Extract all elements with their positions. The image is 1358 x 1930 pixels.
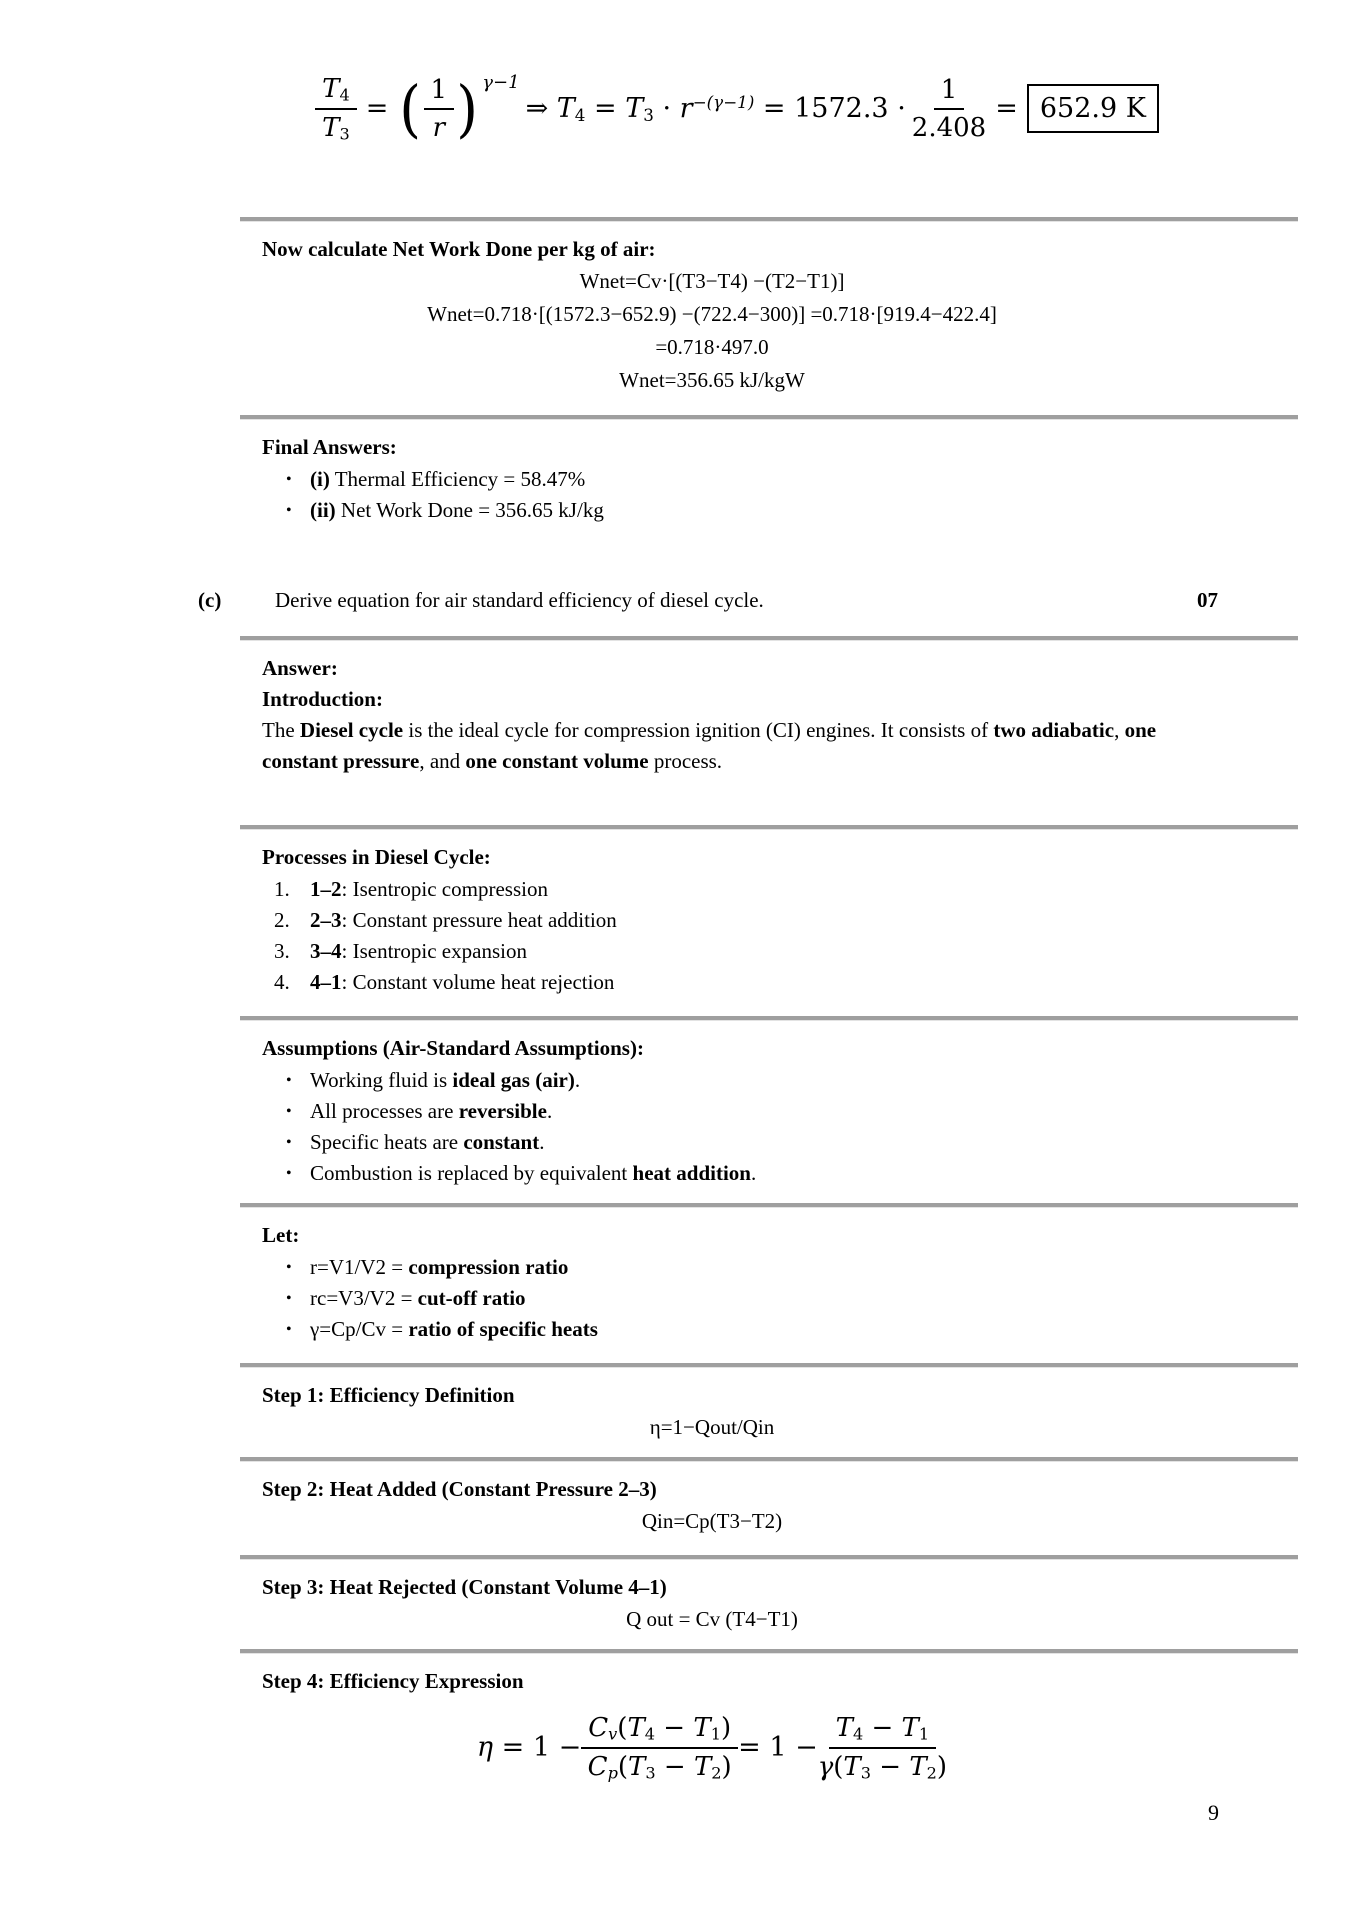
process-3-4: 3–4: Isentropic expansion <box>310 939 527 963</box>
bullet-icon: • <box>286 1072 292 1089</box>
processes-list <box>262 874 1298 998</box>
answer-label: Answer: <box>262 656 338 680</box>
step-2-equation: Qin=Cp(T3−T2) <box>641 1509 783 1533</box>
list-item <box>262 1158 1298 1189</box>
assumption-ideal-gas: Working fluid is ideal gas (air). <box>310 1068 581 1092</box>
let-list <box>262 1252 1298 1345</box>
list-number: 4. <box>274 970 290 994</box>
assumptions-title: Assumptions (Air-Standard Assumptions): <box>262 1036 644 1060</box>
fraction-denominator: γ(T3 − T2) <box>817 1751 948 1783</box>
process-1-2: 1–2: Isentropic compression <box>310 877 548 901</box>
efficiency-expression-equation <box>262 1713 1162 1782</box>
final-answer-i: (i) Thermal Efficiency = 58.47% <box>310 467 586 491</box>
list-item <box>262 1252 1298 1283</box>
assumptions-section <box>240 1021 1298 1203</box>
list-number: 2. <box>274 908 290 932</box>
process-2-3: 2–3: Constant pressure heat addition <box>310 908 617 932</box>
step-4-section <box>240 1654 1298 1930</box>
list-item <box>262 874 1298 905</box>
let-compression-ratio: r=V1/V2 = compression ratio <box>310 1255 569 1279</box>
question-c-label: (c) <box>198 588 222 612</box>
introduction-label: Introduction: <box>262 687 383 711</box>
list-item <box>262 1283 1298 1314</box>
step-1-title: Step 1: Efficiency Definition <box>262 1383 515 1407</box>
list-item <box>262 936 1298 967</box>
page-number: 9 <box>1208 1800 1219 1825</box>
step-2-section <box>240 1462 1298 1555</box>
let-title: Let: <box>262 1223 300 1247</box>
bullet-icon: • <box>286 1134 292 1151</box>
assumption-heat-addition: Combustion is replaced by equivalent heat addition. <box>310 1161 757 1185</box>
one-over-r-fraction <box>424 75 455 143</box>
fraction-numerator: 1 <box>934 75 965 110</box>
list-item <box>262 1127 1298 1158</box>
t4-equation-row: $\frac{T4}{T3}$ = ( $\frac{1}{r}$ ) γ−1 ⇒ $T4 = T3 \cdot r^{-(\gamma-1)} = 1572.3$ · $\frac{1}{2.408}$ = 652.9 K <box>262 74 1212 143</box>
bullet-icon: • <box>286 1259 292 1276</box>
content-column <box>198 0 1298 1930</box>
t4-temperature-equation <box>240 0 1298 217</box>
list-item <box>262 1096 1298 1127</box>
equals-sign: = <box>365 93 389 124</box>
list-number: 1. <box>274 877 290 901</box>
bullet-icon: • <box>286 1290 292 1307</box>
let-cutoff-ratio: rc=V3/V2 = cut-off ratio <box>310 1286 526 1310</box>
fraction-numerator: T4 <box>315 74 357 110</box>
net-work-title: Now calculate Net Work Done per kg of air: <box>262 237 656 261</box>
processes-section <box>240 830 1298 1016</box>
introduction-paragraph: The Diesel cycle is the ideal cycle for compression ignition (CI) engines. It consists of two adiabatic, one constant pressure, and one constant volume process. <box>262 718 1157 773</box>
final-answers-title: Final Answers: <box>262 435 397 459</box>
step-4-title: Step 4: Efficiency Expression <box>262 1669 524 1693</box>
step-2-title: Step 2: Heat Added (Constant Pressure 2–3) <box>262 1477 657 1501</box>
boxed-result-652-9K: 652.9 K <box>1027 84 1159 133</box>
step-3-section <box>240 1560 1298 1649</box>
equation-middle-run: = 1 − <box>738 1732 818 1764</box>
let-specific-heats-ratio: γ=Cp/Cv = ratio of specific heats <box>310 1317 598 1341</box>
fraction-numerator: T4 − T1 <box>829 1713 937 1749</box>
question-c-marks: 07 <box>1197 588 1218 612</box>
list-item <box>262 967 1298 998</box>
step-1-equation: η=1−Qout/Qin <box>649 1415 775 1439</box>
let-section <box>240 1208 1298 1363</box>
bullet-icon: • <box>286 471 292 488</box>
net-work-line-2: Wnet=0.718·[(1572.3−652.9) −(722.4−300)] =0.718·[919.4−422.4] <box>427 302 997 326</box>
list-number: 3. <box>274 939 290 963</box>
bullet-icon: • <box>286 1103 292 1120</box>
list-item <box>262 1314 1298 1345</box>
assumption-constant-heats: Specific heats are constant. <box>310 1130 545 1154</box>
fraction-denominator: Cp(T3 − T2) <box>587 1751 732 1783</box>
equation-middle-run: ⇒ $T4 = T3 \cdot r^{-(\gamma-1)} = 1572.3$ · <box>525 92 906 125</box>
list-item <box>262 464 1298 495</box>
gamma-minus-one-exponent: γ−1 <box>482 72 520 93</box>
net-work-section <box>240 222 1298 415</box>
net-work-line-3: =0.718·497.0 <box>655 335 769 359</box>
fraction-numerator: 1 <box>424 75 455 110</box>
t4-t3-fraction <box>315 74 357 143</box>
net-work-line-4: Wnet=356.65 kJ/kgW <box>619 368 805 392</box>
bullet-icon: • <box>286 1321 292 1338</box>
final-answers-list <box>262 464 1298 526</box>
list-item <box>262 495 1298 526</box>
assumption-reversible: All processes are reversible. <box>310 1099 553 1123</box>
bullet-icon: • <box>286 1165 292 1182</box>
list-item <box>262 905 1298 936</box>
processes-title: Processes in Diesel Cycle: <box>262 845 491 869</box>
introduction-section <box>240 641 1298 825</box>
gamma-fraction <box>818 1713 947 1782</box>
final-answers-section <box>198 420 1298 636</box>
final-answer-ii: (ii) Net Work Done = 356.65 kJ/kg <box>310 498 604 522</box>
step-3-title: Step 3: Heat Rejected (Constant Volume 4–1) <box>262 1575 667 1599</box>
fraction-denominator: 2.408 <box>911 112 987 143</box>
assumptions-list <box>262 1065 1298 1189</box>
process-4-1: 4–1: Constant volume heat rejection <box>310 970 615 994</box>
question-c-row <box>198 588 1298 622</box>
question-c-text: Derive equation for air standard efficiency of diesel cycle. <box>275 588 764 612</box>
one-over-2408-fraction <box>912 75 986 143</box>
bullet-icon: • <box>286 502 292 519</box>
equals-sign: = <box>995 93 1018 124</box>
fraction-numerator: Cv(T4 − T1) <box>581 1713 738 1749</box>
net-work-line-1: Wnet=Cv·[(T3−T4) −(T2−T1)] <box>579 269 845 293</box>
list-item <box>262 1065 1298 1096</box>
fraction-denominator: T3 <box>322 112 350 144</box>
eta-lead: η = 1 − <box>476 1732 582 1764</box>
step-1-section <box>240 1368 1298 1457</box>
fraction-denominator: r <box>432 112 445 143</box>
cv-cp-fraction <box>581 1713 738 1782</box>
step-3-equation: Q out = Cv (T4−T1) <box>626 1607 798 1631</box>
